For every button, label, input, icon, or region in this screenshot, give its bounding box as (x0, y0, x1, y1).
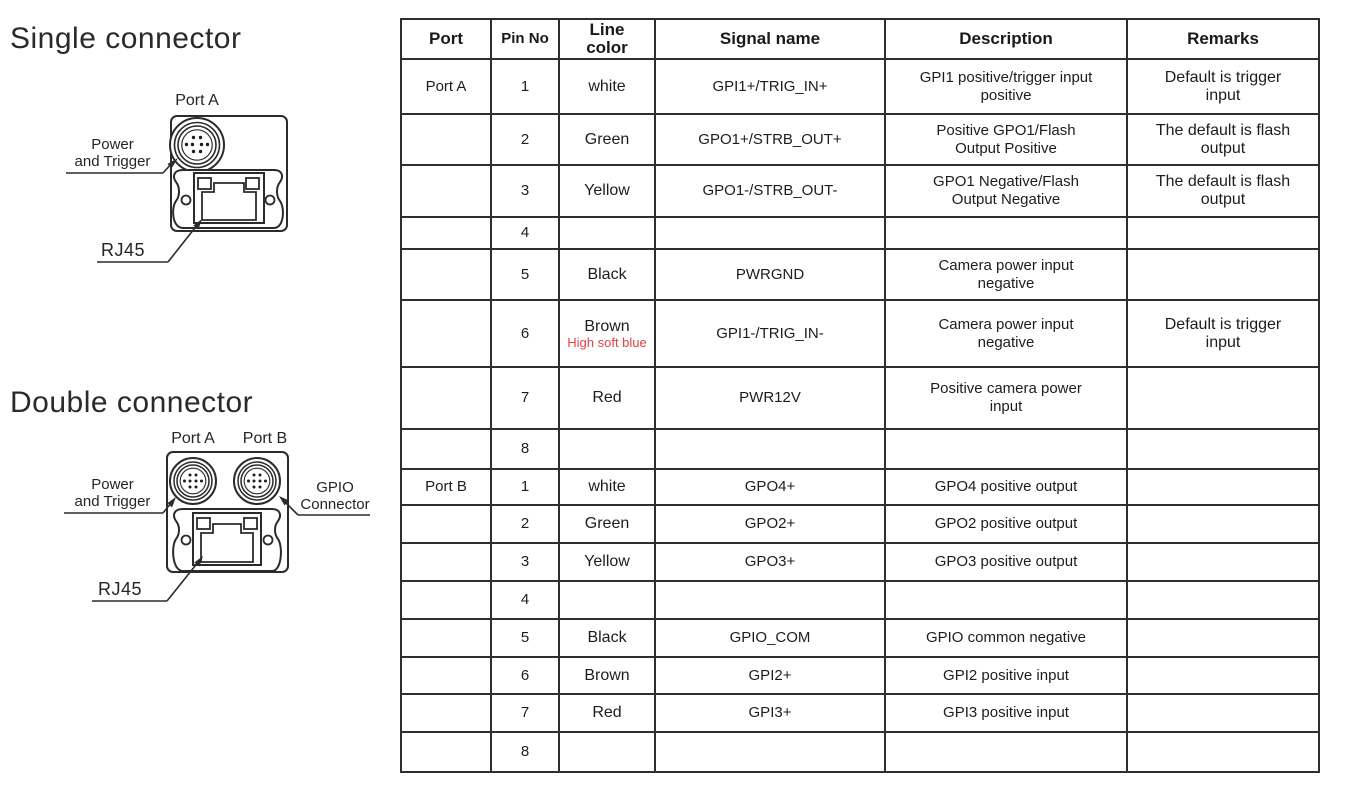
cell-port (401, 249, 491, 300)
rj45-port-icon (173, 170, 283, 228)
double-power-trigger-label: Power and Trigger (74, 476, 151, 510)
table-row (401, 543, 1319, 581)
circular-connector-icon (170, 118, 224, 172)
cell-signal: GPO3+ (655, 543, 885, 581)
cell-description: Positive GPO1/Flash Output Positive (885, 114, 1127, 165)
cell-remarks (1127, 429, 1319, 469)
cell-remarks (1127, 469, 1319, 505)
cell-port: Port B (401, 469, 491, 505)
cell-pin: 2 (491, 505, 559, 543)
cell-pin: 3 (491, 165, 559, 217)
table-row (401, 657, 1319, 694)
table-row (401, 732, 1319, 772)
wire-color-note: High soft blue (567, 334, 647, 350)
table-row (401, 505, 1319, 543)
cell-remarks (1127, 694, 1319, 732)
cell-signal (655, 732, 885, 772)
cell-pin: 1 (491, 59, 559, 114)
cell-line-color: Green (559, 114, 655, 165)
cell-signal: GPI1+/TRIG_IN+ (655, 59, 885, 114)
header-pin-no: Pin No (491, 19, 559, 59)
cell-signal: PWR12V (655, 367, 885, 429)
table-row (401, 165, 1319, 217)
header-port: Port (401, 19, 491, 59)
cell-pin: 8 (491, 429, 559, 469)
table-header-row (401, 19, 1319, 59)
double-connector-title: Double connector (10, 386, 254, 419)
cell-description: GPIO common negative (885, 619, 1127, 657)
cell-port (401, 619, 491, 657)
cell-description (885, 732, 1127, 772)
cell-pin: 7 (491, 694, 559, 732)
circular-connector-port-b-icon (234, 458, 280, 504)
table-row (401, 249, 1319, 300)
table-row (401, 694, 1319, 732)
cell-remarks: Default is trigger input (1127, 59, 1319, 114)
cell-port (401, 429, 491, 469)
cell-line-color: Red (559, 694, 655, 732)
cell-pin: 5 (491, 249, 559, 300)
cell-description: GPI3 positive input (885, 694, 1127, 732)
cell-port (401, 543, 491, 581)
double-port-b-label: Port B (242, 430, 288, 447)
rj45-port-icon (173, 509, 281, 571)
table-row (401, 367, 1319, 429)
header-signal-name: Signal name (655, 19, 885, 59)
pinout-table (400, 18, 1320, 773)
cell-description: GPO1 Negative/Flash Output Negative (885, 165, 1127, 217)
cell-signal: GPO4+ (655, 469, 885, 505)
cell-port (401, 114, 491, 165)
cell-remarks (1127, 619, 1319, 657)
cell-signal (655, 217, 885, 249)
single-connector-title: Single connector (10, 22, 242, 55)
cell-description: Positive camera power input (885, 367, 1127, 429)
cell-description: Camera power input negative (885, 300, 1127, 367)
cell-signal: GPO1+/STRB_OUT+ (655, 114, 885, 165)
cell-line-color: Yellow (559, 543, 655, 581)
cell-line-color: Green (559, 505, 655, 543)
cell-port: Port A (401, 59, 491, 114)
cell-remarks (1127, 657, 1319, 694)
cell-remarks: Default is trigger input (1127, 300, 1319, 367)
single-rj45-label: RJ45 (101, 240, 146, 260)
circular-connector-port-a-icon (170, 458, 216, 504)
cell-description: GPI1 positive/trigger input positive (885, 59, 1127, 114)
cell-remarks (1127, 581, 1319, 619)
cell-port (401, 657, 491, 694)
cell-signal: GPO2+ (655, 505, 885, 543)
double-gpio-label: GPIO Connector (300, 479, 370, 513)
cell-pin: 2 (491, 114, 559, 165)
cell-description (885, 429, 1127, 469)
cell-signal: GPI3+ (655, 694, 885, 732)
cell-description: Camera power input negative (885, 249, 1127, 300)
cell-line-color: white (559, 469, 655, 505)
cell-line-color (559, 429, 655, 469)
table-row (401, 429, 1319, 469)
cell-port (401, 217, 491, 249)
cell-line-color (559, 732, 655, 772)
cell-remarks (1127, 505, 1319, 543)
cell-signal: GPI2+ (655, 657, 885, 694)
header-line-color: Line color (559, 19, 655, 59)
single-port-a-label: Port A (175, 92, 219, 109)
cell-signal: GPI1-/TRIG_IN- (655, 300, 885, 367)
table-row (401, 300, 1319, 367)
cell-pin: 4 (491, 217, 559, 249)
cell-pin: 6 (491, 657, 559, 694)
cell-line-color: Red (559, 367, 655, 429)
cell-port (401, 505, 491, 543)
cell-line-color (559, 217, 655, 249)
cell-remarks: The default is flash output (1127, 165, 1319, 217)
cell-remarks: The default is flash output (1127, 114, 1319, 165)
cell-port (401, 165, 491, 217)
table-row (401, 469, 1319, 505)
cell-description (885, 217, 1127, 249)
cell-pin: 4 (491, 581, 559, 619)
cell-remarks (1127, 249, 1319, 300)
cell-line-color: Brown High soft blue (559, 300, 655, 367)
cell-remarks (1127, 367, 1319, 429)
cell-description (885, 581, 1127, 619)
table-row (401, 581, 1319, 619)
cell-signal: GPIO_COM (655, 619, 885, 657)
cell-line-color: Brown (559, 657, 655, 694)
cell-port (401, 367, 491, 429)
cell-pin: 7 (491, 367, 559, 429)
cell-line-color (559, 581, 655, 619)
cell-pin: 8 (491, 732, 559, 772)
header-description: Description (885, 19, 1127, 59)
table-row (401, 114, 1319, 165)
double-rj45-label: RJ45 (98, 579, 143, 599)
cell-signal: PWRGND (655, 249, 885, 300)
cell-line-color: white (559, 59, 655, 114)
cell-description: GPO3 positive output (885, 543, 1127, 581)
header-remarks: Remarks (1127, 19, 1319, 59)
cell-signal (655, 429, 885, 469)
cell-remarks (1127, 732, 1319, 772)
table-row (401, 59, 1319, 114)
cell-line-color: Yellow (559, 165, 655, 217)
cell-pin: 1 (491, 469, 559, 505)
cell-description: GPO4 positive output (885, 469, 1127, 505)
cell-port (401, 732, 491, 772)
cell-port (401, 300, 491, 367)
cell-description: GPO2 positive output (885, 505, 1127, 543)
cell-pin: 6 (491, 300, 559, 367)
cell-description: GPI2 positive input (885, 657, 1127, 694)
cell-line-color: Black (559, 619, 655, 657)
cell-pin: 5 (491, 619, 559, 657)
cell-pin: 3 (491, 543, 559, 581)
double-port-a-label: Port A (171, 430, 215, 447)
cell-remarks (1127, 543, 1319, 581)
table-row (401, 619, 1319, 657)
single-power-trigger-label: Power and Trigger (74, 136, 151, 170)
cell-port (401, 694, 491, 732)
cell-signal: GPO1-/STRB_OUT- (655, 165, 885, 217)
cell-line-color: Black (559, 249, 655, 300)
table-row (401, 217, 1319, 249)
cell-remarks (1127, 217, 1319, 249)
cell-port (401, 581, 491, 619)
cell-signal (655, 581, 885, 619)
